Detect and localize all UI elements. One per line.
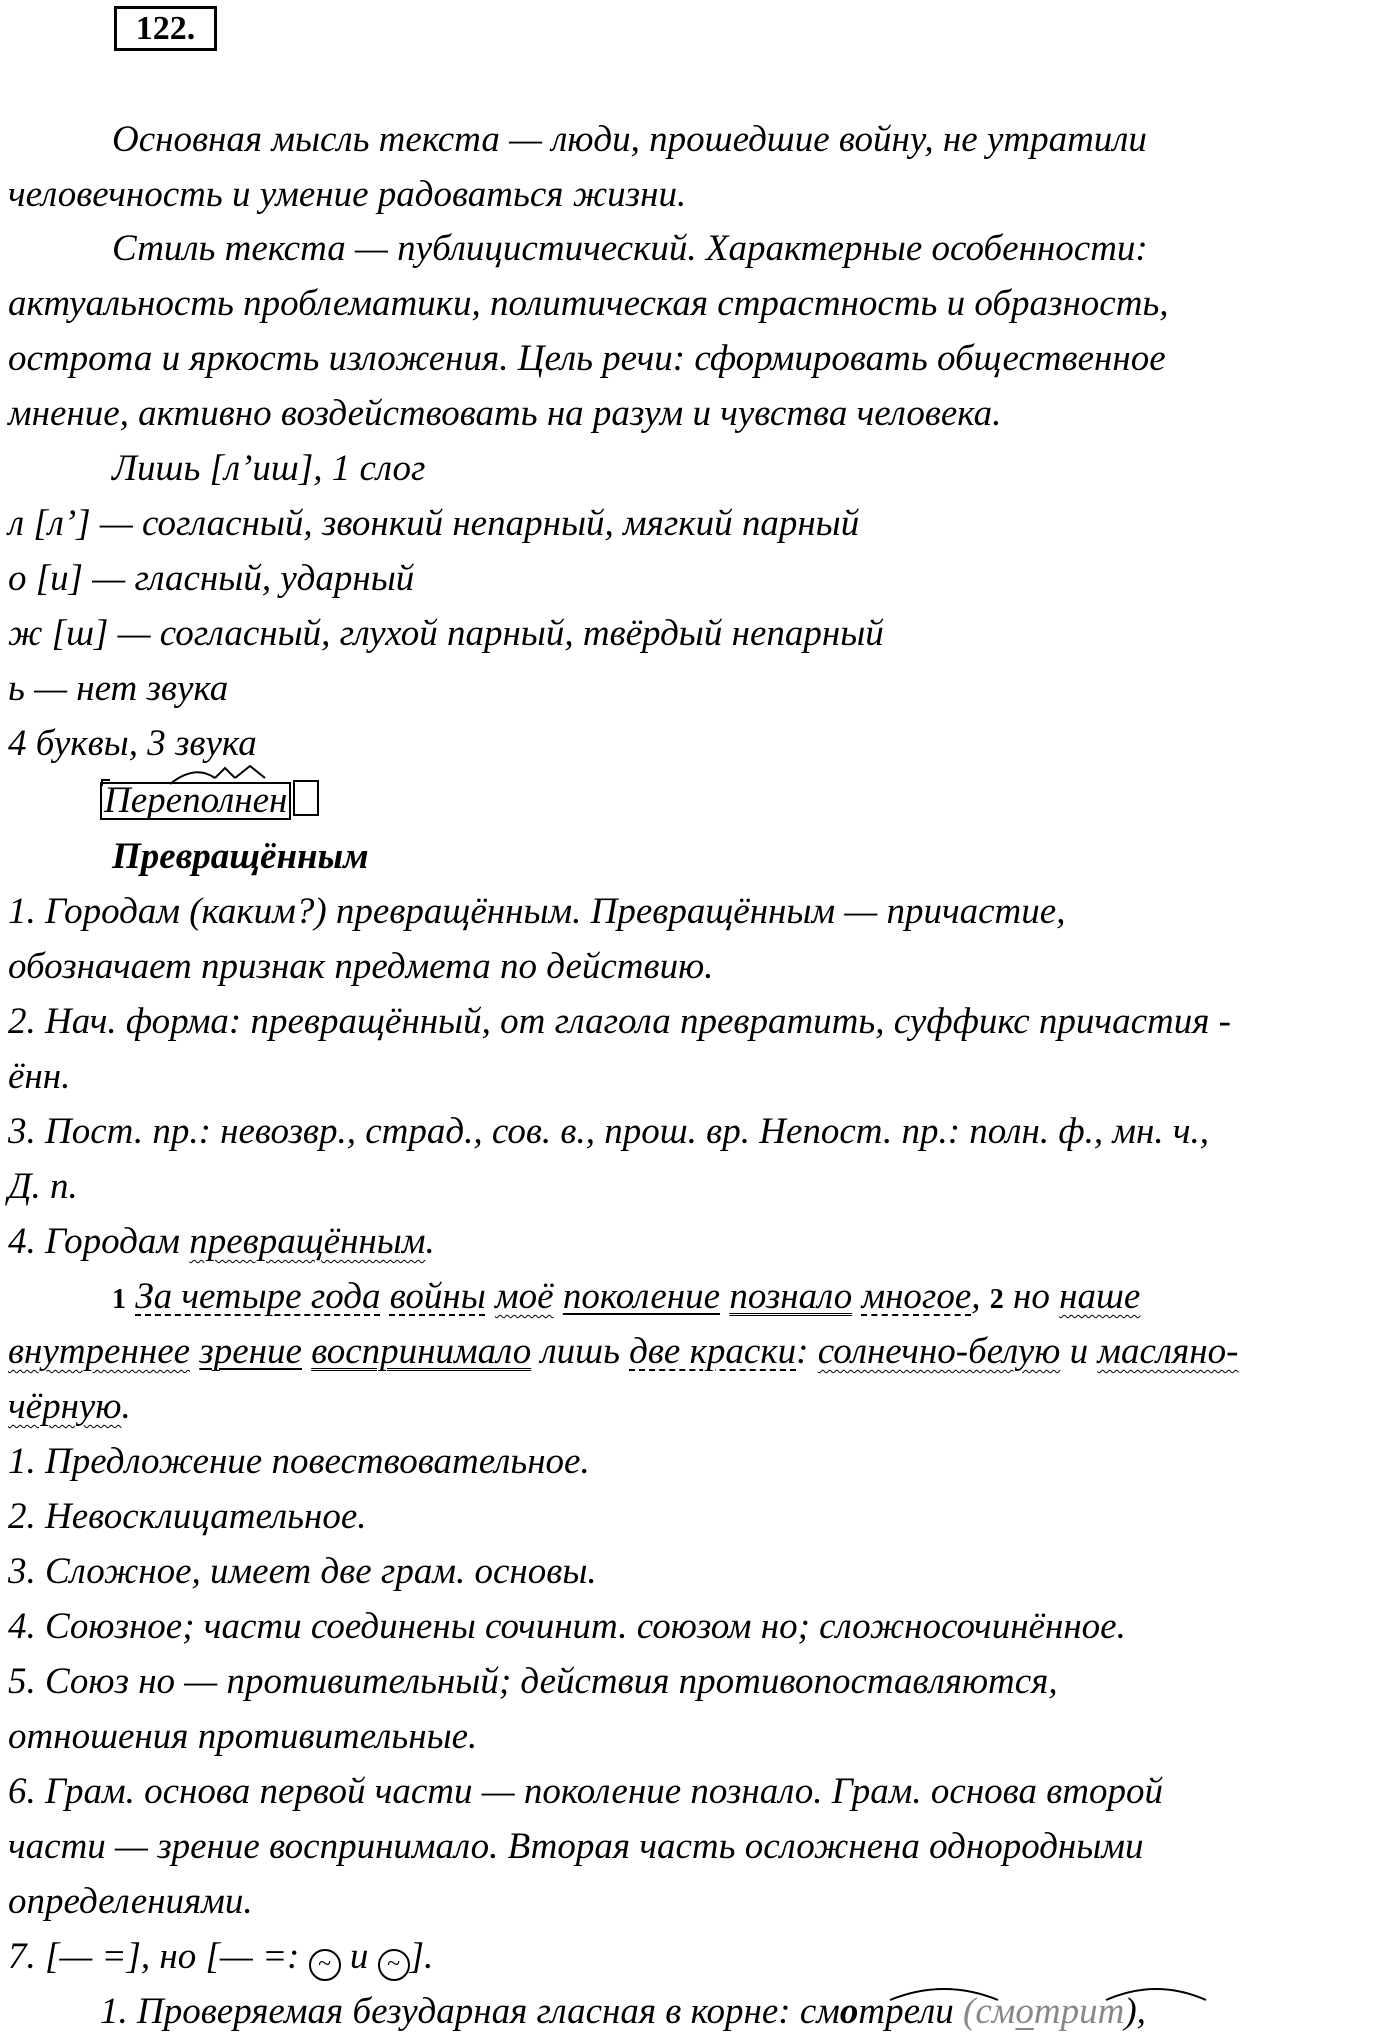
word-no: но — [1013, 1276, 1050, 1317]
w1-vowel: о — [839, 1991, 859, 2032]
sentence-line-3 — [8, 1384, 131, 1430]
sentence-dot: . — [121, 1386, 131, 1427]
w1-pre: см — [799, 1991, 840, 2032]
analysis-4: 4. Союзное; части соединены сочинит. союзом но; сложносочинённое. — [8, 1606, 1126, 1647]
analysis-1: 1. Предложение повествовательное. — [8, 1441, 590, 1482]
word-voyny: войны — [389, 1276, 486, 1317]
word-maslyano: масляно- — [1097, 1331, 1239, 1372]
main-idea-line-2: человечность и умение радоваться жизни. — [8, 174, 687, 215]
check-close: ), — [1124, 1991, 1146, 2032]
phonetic-l: л [л’] — согласный, звонкий непарный, мягкий парный — [8, 503, 860, 544]
scheme-circle-2: ~ — [378, 1949, 410, 1981]
morphemic-word: Переполнен — [104, 780, 288, 821]
orthogram-text: 1. Проверяемая безударная гласная в корне: — [100, 1991, 800, 2032]
prefix-mark — [102, 780, 110, 786]
p4-prefix: 4. Городам — [8, 1221, 190, 1262]
word-dve-kraski: две краски — [629, 1331, 797, 1372]
w1-post: трели — [858, 1991, 954, 2032]
style-line-2: актуальность проблематики, политическая страстность и образность, — [8, 283, 1169, 324]
clause-number-2: 2 — [989, 1284, 1004, 1315]
style-line-1: Стиль текста — публицистический. Характерные особенности: — [112, 228, 1148, 269]
participle-title: Превращённым — [112, 836, 369, 877]
p4-end: . — [425, 1221, 435, 1262]
sentence-line-2 — [8, 1329, 1238, 1375]
analysis-5-line-2: отношения противительные. — [8, 1716, 478, 1757]
task-number: 122. — [114, 6, 217, 51]
analysis-6-line-3: определениями. — [8, 1881, 253, 1922]
word-za-chetyre-goda: За четыре года — [135, 1276, 381, 1317]
analysis-7-scheme — [8, 1934, 433, 1981]
scheme-circle-1: ~ — [309, 1949, 341, 1981]
orthogram-root-arcs — [886, 1982, 1366, 2002]
w2-vowel: о — [1015, 1991, 1034, 2032]
suffix-mark-1 — [215, 768, 235, 778]
word-vnutrennee: внутреннее — [8, 1331, 191, 1372]
analysis-6-line-2: части — зрение воспринимало. Вторая часть осложнена однородными — [8, 1826, 1144, 1867]
participle-p1-line-2: обозначает признак предмета по действию. — [8, 946, 714, 987]
participle-p4 — [8, 1219, 435, 1265]
analysis-3: 3. Сложное, имеет две грам. основы. — [8, 1551, 597, 1592]
phonetic-heading: Лишь [л’иш], 1 слог — [112, 448, 426, 489]
word-zrenie: зрение — [199, 1331, 302, 1372]
style-line-4: мнение, активно воздействовать на разум и чувства человека. — [8, 393, 1002, 434]
word-mnogoe: многое — [861, 1276, 972, 1317]
word-lish: лишь — [540, 1331, 620, 1372]
participle-p1-line-1: 1. Городам (каким?) превращённым. Превращённым — причастие, — [8, 891, 1066, 932]
root-arc-2 — [1106, 1989, 1206, 2000]
phonetic-o: о [и] — гласный, ударный — [8, 558, 415, 599]
analysis-2: 2. Невосклицательное. — [8, 1496, 367, 1537]
colon: : — [796, 1331, 809, 1372]
word-pokolenie: поколение — [562, 1276, 721, 1317]
scheme-prefix: 7. [— =], но [— =: — [8, 1936, 309, 1977]
root-arc-1 — [890, 1989, 998, 2000]
root-arc — [170, 772, 215, 784]
p4-word: превращённым — [189, 1221, 426, 1262]
analysis-6-line-1: 6. Грам. основа первой части — поколение познало. Грам. основа второй — [8, 1771, 1164, 1812]
morphemic-marks — [100, 758, 300, 788]
participle-p3-line-2: Д. п. — [8, 1166, 78, 1207]
phonetic-zh: ж [ш] — согласный, глухой парный, твёрдый непарный — [8, 613, 884, 654]
w2-post: трит — [1033, 1991, 1125, 2032]
participle-p2-line-2: ённ. — [8, 1056, 71, 1097]
word-poznalo: познало — [729, 1276, 853, 1317]
style-line-3: острота и яркость изложения. Цель речи: сформировать общественное — [8, 338, 1166, 379]
phonetic-soft-sign: ь — нет звука — [8, 668, 229, 709]
scheme-suffix: ]. — [409, 1936, 434, 1977]
word-vosprinimalo: воспринимало — [311, 1331, 532, 1372]
suffix-mark-2 — [235, 766, 265, 778]
w2-pre: см — [975, 1991, 1016, 2032]
check-open: ( — [953, 1991, 976, 2032]
word-i: и — [1069, 1331, 1089, 1372]
comma-1: , — [971, 1276, 981, 1317]
main-idea-line-1: Основная мысль текста — люди, прошедшие войну, не утратили — [112, 119, 1147, 160]
analysis-5-line-1: 5. Союз но — противительный; действия противопоставляются, — [8, 1661, 1058, 1702]
word-chernuyu: чёрную — [8, 1386, 122, 1427]
participle-p2-line-1: 2. Нач. форма: превращённый, от глагола превратить, суффикс причастия - — [8, 1001, 1231, 1042]
participle-p3-line-1: 3. Пост. пр.: невозвр., страд., сов. в., прош. вр. Непост. пр.: полн. ф., мн. ч., — [8, 1111, 1209, 1152]
word-solnechno-beluyu: солнечно-белую — [817, 1331, 1061, 1372]
scheme-and: и — [340, 1936, 378, 1977]
phonetic-summary: 4 буквы, 3 звука — [8, 723, 257, 764]
clause-number-1: 1 — [112, 1284, 126, 1315]
word-nashe: наше — [1059, 1276, 1141, 1317]
word-moe: моё — [495, 1276, 554, 1317]
sentence-line-1 — [112, 1274, 1140, 1323]
